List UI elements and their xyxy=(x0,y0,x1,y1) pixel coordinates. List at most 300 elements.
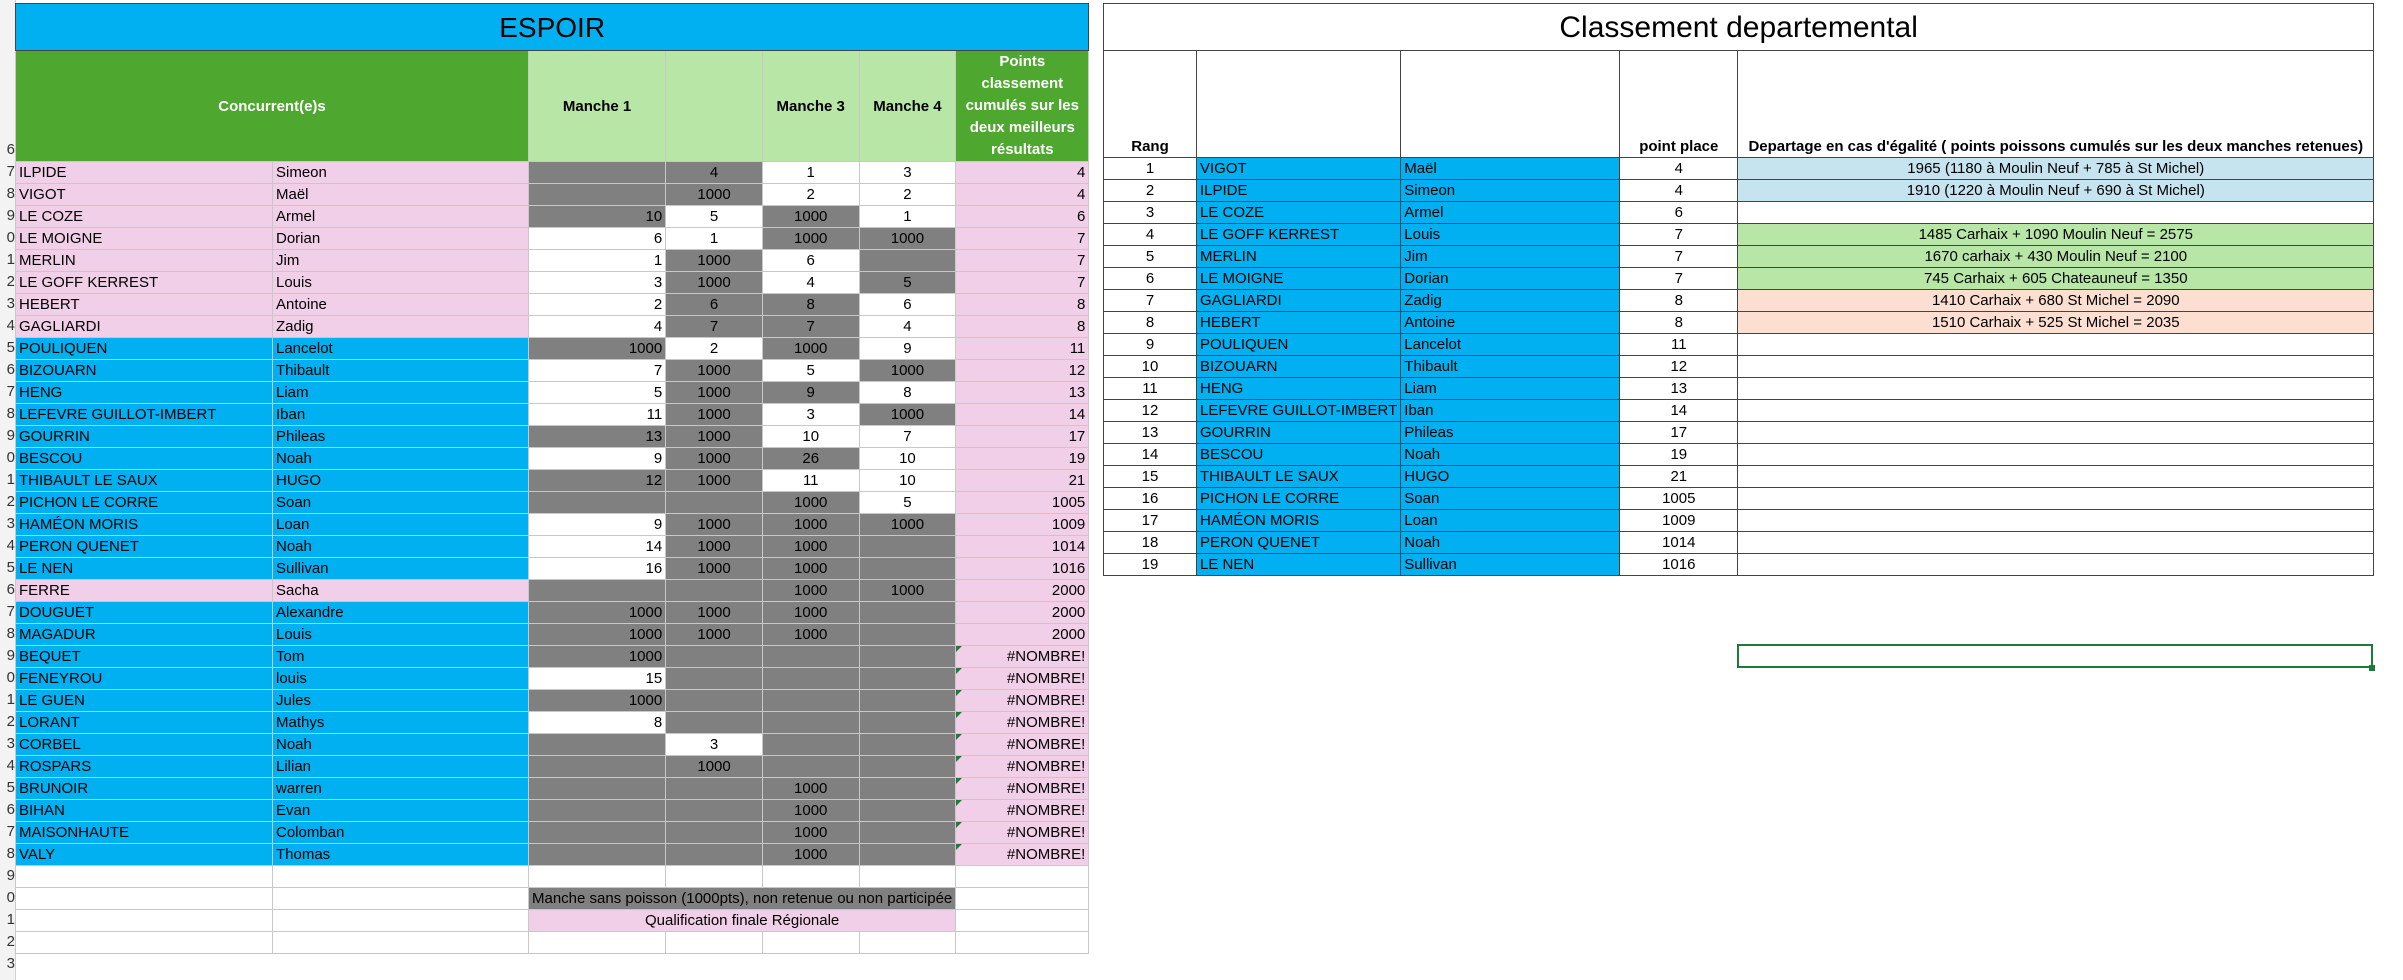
manche-3-cell[interactable] xyxy=(762,756,859,778)
header-manche-2[interactable] xyxy=(666,51,763,162)
empty-cell[interactable] xyxy=(16,888,273,910)
ranking-first-name-cell[interactable]: Phileas xyxy=(1401,422,1620,444)
ranking-first-name-cell[interactable]: Noah xyxy=(1401,532,1620,554)
points-cell[interactable] xyxy=(956,756,1089,778)
manche-3-cell[interactable]: 10 xyxy=(762,426,859,448)
points-cell[interactable]: 4 xyxy=(956,162,1089,184)
rank-cell[interactable]: 2 xyxy=(1104,180,1197,202)
first-name-cell[interactable]: Dorian xyxy=(273,228,529,250)
manche-2-cell[interactable] xyxy=(666,668,763,690)
ranking-first-name-cell[interactable]: Antoine xyxy=(1401,312,1620,334)
tiebreak-cell[interactable] xyxy=(1738,334,2374,356)
tiebreak-cell[interactable]: 1910 (1220 à Moulin Neuf + 690 à St Michel) xyxy=(1738,180,2374,202)
last-name-cell[interactable]: BESCOU xyxy=(16,448,273,470)
first-name-cell[interactable]: Tom xyxy=(273,646,529,668)
points-cell[interactable]: 2000 xyxy=(956,624,1089,646)
first-name-cell[interactable]: Sacha xyxy=(273,580,529,602)
ranking-last-name-cell[interactable]: LE MOIGNE xyxy=(1197,268,1401,290)
manche-2-cell[interactable]: 1 xyxy=(666,228,763,250)
tiebreak-cell[interactable] xyxy=(1738,466,2374,488)
point-place-cell[interactable]: 21 xyxy=(1620,466,1738,488)
empty-cell[interactable] xyxy=(666,866,763,888)
last-name-cell[interactable]: HAMÉON MORIS xyxy=(16,514,273,536)
last-name-cell[interactable]: THIBAULT LE SAUX xyxy=(16,470,273,492)
ranking-last-name-cell[interactable]: LE GOFF KERREST xyxy=(1197,224,1401,246)
manche-3-cell[interactable]: 11 xyxy=(762,470,859,492)
manche-1-cell[interactable]: 1000 xyxy=(529,690,666,712)
header-point-place[interactable]: point place xyxy=(1620,51,1738,158)
manche-3-cell[interactable]: 7 xyxy=(762,316,859,338)
manche-2-cell[interactable]: 1000 xyxy=(666,558,763,580)
ranking-first-name-cell[interactable]: Thibault xyxy=(1401,356,1620,378)
manche-3-cell[interactable] xyxy=(762,734,859,756)
manche-1-cell[interactable]: 1000 xyxy=(529,338,666,360)
empty-cell[interactable] xyxy=(762,866,859,888)
row-number[interactable]: 8 xyxy=(6,845,15,862)
last-name-cell[interactable]: LE MOIGNE xyxy=(16,228,273,250)
first-name-cell[interactable]: Maël xyxy=(273,184,529,206)
manche-2-cell[interactable] xyxy=(666,580,763,602)
manche-2-cell[interactable]: 1000 xyxy=(666,404,763,426)
empty-cell[interactable] xyxy=(859,866,956,888)
point-place-cell[interactable]: 19 xyxy=(1620,444,1738,466)
rank-cell[interactable]: 14 xyxy=(1104,444,1197,466)
manche-3-cell[interactable]: 1000 xyxy=(762,206,859,228)
first-name-cell[interactable]: Simeon xyxy=(273,162,529,184)
manche-2-cell[interactable]: 1000 xyxy=(666,756,763,778)
tiebreak-cell[interactable]: 1410 Carhaix + 680 St Michel = 2090 xyxy=(1738,290,2374,312)
row-number[interactable]: 9 xyxy=(6,427,15,444)
manche-3-cell[interactable]: 9 xyxy=(762,382,859,404)
manche-3-cell[interactable]: 1000 xyxy=(762,514,859,536)
first-name-cell[interactable]: Zadig xyxy=(273,316,529,338)
tiebreak-cell[interactable]: 1670 carhaix + 430 Moulin Neuf = 2100 xyxy=(1738,246,2374,268)
rank-cell[interactable]: 4 xyxy=(1104,224,1197,246)
fill-handle[interactable] xyxy=(2369,665,2375,671)
row-number[interactable]: 3 xyxy=(6,295,15,312)
manche-2-cell[interactable] xyxy=(666,800,763,822)
first-name-cell[interactable]: Louis xyxy=(273,272,529,294)
manche-4-cell[interactable]: 9 xyxy=(859,338,956,360)
ranking-first-name-cell[interactable]: Armel xyxy=(1401,202,1620,224)
manche-2-cell[interactable]: 1000 xyxy=(666,360,763,382)
points-cell[interactable]: 7 xyxy=(956,250,1089,272)
last-name-cell[interactable]: VALY xyxy=(16,844,273,866)
last-name-cell[interactable]: POULIQUEN xyxy=(16,338,273,360)
points-cell[interactable] xyxy=(956,690,1089,712)
first-name-cell[interactable]: Lancelot xyxy=(273,338,529,360)
manche-1-cell[interactable]: 4 xyxy=(529,316,666,338)
row-number[interactable]: 0 xyxy=(6,449,15,466)
ranking-last-name-cell[interactable]: HEBERT xyxy=(1197,312,1401,334)
tiebreak-cell[interactable] xyxy=(1738,356,2374,378)
manche-4-cell[interactable]: 8 xyxy=(859,382,956,404)
row-number[interactable]: 9 xyxy=(6,647,15,664)
manche-4-cell[interactable] xyxy=(859,624,956,646)
first-name-cell[interactable]: Noah xyxy=(273,734,529,756)
manche-2-cell[interactable]: 1000 xyxy=(666,536,763,558)
row-number[interactable]: 2 xyxy=(6,713,15,730)
manche-3-cell[interactable]: 1 xyxy=(762,162,859,184)
row-number[interactable]: 7 xyxy=(6,163,15,180)
manche-4-cell[interactable]: 2 xyxy=(859,184,956,206)
empty-cell[interactable] xyxy=(273,866,529,888)
manche-2-cell[interactable]: 3 xyxy=(666,734,763,756)
manche-3-cell[interactable]: 1000 xyxy=(762,602,859,624)
points-cell[interactable]: 8 xyxy=(956,316,1089,338)
header-points[interactable]: Points classement cumulés sur les deux meilleurs résultats xyxy=(956,51,1089,162)
last-name-cell[interactable]: ROSPARS xyxy=(16,756,273,778)
manche-3-cell[interactable]: 5 xyxy=(762,360,859,382)
points-cell[interactable]: 4 xyxy=(956,184,1089,206)
point-place-cell[interactable]: 1009 xyxy=(1620,510,1738,532)
ranking-first-name-cell[interactable]: HUGO xyxy=(1401,466,1620,488)
points-cell[interactable]: 12 xyxy=(956,360,1089,382)
manche-1-cell[interactable]: 5 xyxy=(529,382,666,404)
rank-cell[interactable]: 6 xyxy=(1104,268,1197,290)
last-name-cell[interactable]: LE COZE xyxy=(16,206,273,228)
manche-3-cell[interactable] xyxy=(762,690,859,712)
first-name-cell[interactable]: Soan xyxy=(273,492,529,514)
rank-cell[interactable]: 15 xyxy=(1104,466,1197,488)
points-cell[interactable] xyxy=(956,844,1089,866)
manche-1-cell[interactable] xyxy=(529,184,666,206)
empty-cell[interactable] xyxy=(762,932,859,954)
row-number[interactable]: 4 xyxy=(6,537,15,554)
ranking-last-name-cell[interactable]: POULIQUEN xyxy=(1197,334,1401,356)
header-first-name[interactable] xyxy=(1401,51,1620,158)
manche-4-cell[interactable]: 3 xyxy=(859,162,956,184)
manche-2-cell[interactable] xyxy=(666,712,763,734)
point-place-cell[interactable]: 12 xyxy=(1620,356,1738,378)
first-name-cell[interactable]: warren xyxy=(273,778,529,800)
classement-title[interactable]: Classement departemental xyxy=(1104,4,2374,51)
first-name-cell[interactable]: Jim xyxy=(273,250,529,272)
ranking-last-name-cell[interactable]: LE COZE xyxy=(1197,202,1401,224)
tiebreak-cell[interactable] xyxy=(1738,400,2374,422)
points-cell[interactable]: 1014 xyxy=(956,536,1089,558)
row-number[interactable]: 7 xyxy=(6,603,15,620)
ranking-last-name-cell[interactable]: ILPIDE xyxy=(1197,180,1401,202)
point-place-cell[interactable]: 7 xyxy=(1620,246,1738,268)
manche-3-cell[interactable]: 26 xyxy=(762,448,859,470)
last-name-cell[interactable]: BIHAN xyxy=(16,800,273,822)
manche-3-cell[interactable]: 1000 xyxy=(762,228,859,250)
points-cell[interactable] xyxy=(956,646,1089,668)
last-name-cell[interactable]: GOURRIN xyxy=(16,426,273,448)
ranking-first-name-cell[interactable]: Soan xyxy=(1401,488,1620,510)
ranking-last-name-cell[interactable]: LE NEN xyxy=(1197,554,1401,576)
empty-cell[interactable] xyxy=(529,932,666,954)
last-name-cell[interactable]: LE GOFF KERREST xyxy=(16,272,273,294)
empty-cell[interactable] xyxy=(273,932,529,954)
ranking-last-name-cell[interactable]: LEFEVRE GUILLOT-IMBERT xyxy=(1197,400,1401,422)
first-name-cell[interactable]: Loan xyxy=(273,514,529,536)
row-number[interactable]: 5 xyxy=(6,779,15,796)
manche-2-cell[interactable] xyxy=(666,646,763,668)
manche-4-cell[interactable] xyxy=(859,778,956,800)
manche-2-cell[interactable]: 1000 xyxy=(666,602,763,624)
point-place-cell[interactable]: 7 xyxy=(1620,268,1738,290)
manche-3-cell[interactable]: 8 xyxy=(762,294,859,316)
last-name-cell[interactable]: PERON QUENET xyxy=(16,536,273,558)
manche-3-cell[interactable]: 1000 xyxy=(762,536,859,558)
first-name-cell[interactable]: Mathys xyxy=(273,712,529,734)
manche-1-cell[interactable]: 12 xyxy=(529,470,666,492)
manche-3-cell[interactable] xyxy=(762,668,859,690)
manche-3-cell[interactable]: 1000 xyxy=(762,778,859,800)
last-name-cell[interactable]: MAGADUR xyxy=(16,624,273,646)
row-number[interactable]: 0 xyxy=(6,669,15,686)
manche-1-cell[interactable]: 6 xyxy=(529,228,666,250)
manche-2-cell[interactable] xyxy=(666,822,763,844)
manche-4-cell[interactable] xyxy=(859,712,956,734)
espoir-title[interactable]: ESPOIR xyxy=(16,4,1089,51)
legend-gray-text[interactable]: Manche sans poisson (1000pts), non retenue ou non participée xyxy=(529,888,956,910)
manche-1-cell[interactable]: 1000 xyxy=(529,602,666,624)
last-name-cell[interactable]: MAISONHAUTE xyxy=(16,822,273,844)
first-name-cell[interactable]: Thomas xyxy=(273,844,529,866)
manche-2-cell[interactable]: 1000 xyxy=(666,184,763,206)
empty-cell[interactable] xyxy=(16,910,273,932)
row-number[interactable]: 2 xyxy=(6,273,15,290)
manche-4-cell[interactable]: 1000 xyxy=(859,580,956,602)
ranking-first-name-cell[interactable]: Simeon xyxy=(1401,180,1620,202)
manche-2-cell[interactable]: 1000 xyxy=(666,514,763,536)
manche-3-cell[interactable] xyxy=(762,712,859,734)
row-number[interactable]: 1 xyxy=(6,251,15,268)
row-number[interactable]: 6 xyxy=(6,801,15,818)
manche-1-cell[interactable]: 11 xyxy=(529,404,666,426)
first-name-cell[interactable]: Sullivan xyxy=(273,558,529,580)
point-place-cell[interactable]: 13 xyxy=(1620,378,1738,400)
point-place-cell[interactable]: 6 xyxy=(1620,202,1738,224)
manche-4-cell[interactable]: 1000 xyxy=(859,228,956,250)
manche-2-cell[interactable] xyxy=(666,844,763,866)
manche-4-cell[interactable] xyxy=(859,734,956,756)
manche-4-cell[interactable]: 10 xyxy=(859,448,956,470)
ranking-last-name-cell[interactable]: HENG xyxy=(1197,378,1401,400)
ranking-last-name-cell[interactable]: PERON QUENET xyxy=(1197,532,1401,554)
first-name-cell[interactable]: Colomban xyxy=(273,822,529,844)
manche-1-cell[interactable]: 13 xyxy=(529,426,666,448)
row-number[interactable]: 0 xyxy=(6,889,15,906)
manche-1-cell[interactable]: 7 xyxy=(529,360,666,382)
row-number[interactable]: 6 xyxy=(6,581,15,598)
manche-4-cell[interactable]: 6 xyxy=(859,294,956,316)
points-cell[interactable]: 14 xyxy=(956,404,1089,426)
rank-cell[interactable]: 17 xyxy=(1104,510,1197,532)
first-name-cell[interactable]: Armel xyxy=(273,206,529,228)
rank-cell[interactable]: 3 xyxy=(1104,202,1197,224)
last-name-cell[interactable]: ILPIDE xyxy=(16,162,273,184)
manche-4-cell[interactable]: 5 xyxy=(859,492,956,514)
tiebreak-cell[interactable] xyxy=(1738,422,2374,444)
rank-cell[interactable]: 13 xyxy=(1104,422,1197,444)
last-name-cell[interactable]: BIZOUARN xyxy=(16,360,273,382)
manche-2-cell[interactable]: 6 xyxy=(666,294,763,316)
first-name-cell[interactable]: Alexandre xyxy=(273,602,529,624)
manche-4-cell[interactable] xyxy=(859,756,956,778)
manche-1-cell[interactable] xyxy=(529,822,666,844)
ranking-first-name-cell[interactable]: Zadig xyxy=(1401,290,1620,312)
row-number[interactable]: 1 xyxy=(6,911,15,928)
point-place-cell[interactable]: 8 xyxy=(1620,290,1738,312)
row-number[interactable]: 5 xyxy=(6,559,15,576)
manche-2-cell[interactable]: 5 xyxy=(666,206,763,228)
empty-cell[interactable] xyxy=(666,932,763,954)
manche-4-cell[interactable]: 1000 xyxy=(859,360,956,382)
last-name-cell[interactable]: CORBEL xyxy=(16,734,273,756)
row-number[interactable]: 3 xyxy=(6,955,15,972)
row-number[interactable]: 3 xyxy=(6,515,15,532)
ranking-first-name-cell[interactable]: Loan xyxy=(1401,510,1620,532)
empty-cell[interactable] xyxy=(859,932,956,954)
points-cell[interactable]: 11 xyxy=(956,338,1089,360)
rank-cell[interactable]: 18 xyxy=(1104,532,1197,554)
row-number[interactable]: 6 xyxy=(6,361,15,378)
empty-cell[interactable] xyxy=(16,866,273,888)
manche-4-cell[interactable] xyxy=(859,536,956,558)
point-place-cell[interactable]: 7 xyxy=(1620,224,1738,246)
manche-3-cell[interactable]: 4 xyxy=(762,272,859,294)
empty-cell[interactable] xyxy=(273,910,529,932)
last-name-cell[interactable]: BEQUET xyxy=(16,646,273,668)
empty-cell[interactable] xyxy=(273,888,529,910)
rank-cell[interactable]: 8 xyxy=(1104,312,1197,334)
ranking-first-name-cell[interactable]: Jim xyxy=(1401,246,1620,268)
manche-3-cell[interactable]: 1000 xyxy=(762,844,859,866)
manche-4-cell[interactable] xyxy=(859,800,956,822)
manche-1-cell[interactable] xyxy=(529,162,666,184)
point-place-cell[interactable]: 17 xyxy=(1620,422,1738,444)
manche-1-cell[interactable]: 10 xyxy=(529,206,666,228)
point-place-cell[interactable]: 4 xyxy=(1620,180,1738,202)
last-name-cell[interactable]: LORANT xyxy=(16,712,273,734)
empty-cell[interactable] xyxy=(956,932,1089,954)
points-cell[interactable]: 7 xyxy=(956,272,1089,294)
row-number[interactable]: 6 xyxy=(6,141,15,158)
points-cell[interactable]: 8 xyxy=(956,294,1089,316)
points-cell[interactable] xyxy=(956,712,1089,734)
empty-cell[interactable] xyxy=(16,932,273,954)
manche-3-cell[interactable]: 1000 xyxy=(762,558,859,580)
ranking-last-name-cell[interactable]: BESCOU xyxy=(1197,444,1401,466)
last-name-cell[interactable]: GAGLIARDI xyxy=(16,316,273,338)
rank-cell[interactable]: 9 xyxy=(1104,334,1197,356)
point-place-cell[interactable]: 14 xyxy=(1620,400,1738,422)
row-number[interactable]: 1 xyxy=(6,691,15,708)
row-number[interactable]: 9 xyxy=(6,207,15,224)
points-cell[interactable] xyxy=(956,668,1089,690)
manche-4-cell[interactable] xyxy=(859,602,956,624)
manche-2-cell[interactable]: 1000 xyxy=(666,272,763,294)
points-cell[interactable]: 1009 xyxy=(956,514,1089,536)
ranking-first-name-cell[interactable]: Liam xyxy=(1401,378,1620,400)
manche-1-cell[interactable]: 9 xyxy=(529,448,666,470)
tiebreak-cell[interactable] xyxy=(1738,202,2374,224)
manche-1-cell[interactable] xyxy=(529,778,666,800)
ranking-first-name-cell[interactable]: Sullivan xyxy=(1401,554,1620,576)
last-name-cell[interactable]: MERLIN xyxy=(16,250,273,272)
manche-1-cell[interactable]: 14 xyxy=(529,536,666,558)
manche-1-cell[interactable]: 9 xyxy=(529,514,666,536)
first-name-cell[interactable]: Lilian xyxy=(273,756,529,778)
row-number[interactable]: 1 xyxy=(6,471,15,488)
manche-1-cell[interactable]: 3 xyxy=(529,272,666,294)
manche-2-cell[interactable]: 1000 xyxy=(666,448,763,470)
manche-3-cell[interactable]: 1000 xyxy=(762,338,859,360)
manche-1-cell[interactable]: 8 xyxy=(529,712,666,734)
ranking-last-name-cell[interactable]: THIBAULT LE SAUX xyxy=(1197,466,1401,488)
manche-4-cell[interactable] xyxy=(859,690,956,712)
manche-4-cell[interactable] xyxy=(859,558,956,580)
header-name[interactable] xyxy=(1197,51,1401,158)
empty-cell[interactable] xyxy=(956,866,1089,888)
last-name-cell[interactable]: VIGOT xyxy=(16,184,273,206)
manche-3-cell[interactable]: 2 xyxy=(762,184,859,206)
points-cell[interactable]: 1005 xyxy=(956,492,1089,514)
header-manche-1[interactable]: Manche 1 xyxy=(529,51,666,162)
manche-4-cell[interactable]: 5 xyxy=(859,272,956,294)
manche-1-cell[interactable]: 15 xyxy=(529,668,666,690)
point-place-cell[interactable]: 8 xyxy=(1620,312,1738,334)
tiebreak-cell[interactable] xyxy=(1738,554,2374,576)
rank-cell[interactable]: 5 xyxy=(1104,246,1197,268)
manche-1-cell[interactable]: 1000 xyxy=(529,646,666,668)
points-cell[interactable] xyxy=(956,778,1089,800)
manche-2-cell[interactable] xyxy=(666,492,763,514)
first-name-cell[interactable]: Antoine xyxy=(273,294,529,316)
first-name-cell[interactable]: Liam xyxy=(273,382,529,404)
points-cell[interactable] xyxy=(956,800,1089,822)
manche-2-cell[interactable] xyxy=(666,690,763,712)
header-competitor[interactable]: Concurrent(e)s xyxy=(16,51,529,162)
row-number[interactable]: 8 xyxy=(6,185,15,202)
manche-4-cell[interactable] xyxy=(859,844,956,866)
manche-4-cell[interactable]: 1000 xyxy=(859,514,956,536)
ranking-last-name-cell[interactable]: GAGLIARDI xyxy=(1197,290,1401,312)
first-name-cell[interactable]: Noah xyxy=(273,448,529,470)
manche-1-cell[interactable] xyxy=(529,492,666,514)
rank-cell[interactable]: 1 xyxy=(1104,158,1197,180)
points-cell[interactable]: 17 xyxy=(956,426,1089,448)
manche-2-cell[interactable]: 2 xyxy=(666,338,763,360)
header-manche-4[interactable]: Manche 4 xyxy=(859,51,956,162)
last-name-cell[interactable]: LEFEVRE GUILLOT-IMBERT xyxy=(16,404,273,426)
manche-3-cell[interactable]: 1000 xyxy=(762,822,859,844)
ranking-first-name-cell[interactable]: Lancelot xyxy=(1401,334,1620,356)
manche-3-cell[interactable]: 1000 xyxy=(762,580,859,602)
rank-cell[interactable]: 11 xyxy=(1104,378,1197,400)
first-name-cell[interactable]: Thibault xyxy=(273,360,529,382)
row-number[interactable]: 8 xyxy=(6,405,15,422)
tiebreak-cell[interactable] xyxy=(1738,532,2374,554)
first-name-cell[interactable]: Evan xyxy=(273,800,529,822)
row-number[interactable]: 9 xyxy=(6,867,15,884)
first-name-cell[interactable]: Louis xyxy=(273,624,529,646)
last-name-cell[interactable]: PICHON LE CORRE xyxy=(16,492,273,514)
first-name-cell[interactable]: HUGO xyxy=(273,470,529,492)
points-cell[interactable]: 1016 xyxy=(956,558,1089,580)
manche-4-cell[interactable]: 1000 xyxy=(859,404,956,426)
ranking-last-name-cell[interactable]: HAMÉON MORIS xyxy=(1197,510,1401,532)
row-number[interactable]: 5 xyxy=(6,339,15,356)
ranking-first-name-cell[interactable]: Dorian xyxy=(1401,268,1620,290)
ranking-last-name-cell[interactable]: MERLIN xyxy=(1197,246,1401,268)
manche-4-cell[interactable]: 1 xyxy=(859,206,956,228)
points-cell[interactable]: 7 xyxy=(956,228,1089,250)
